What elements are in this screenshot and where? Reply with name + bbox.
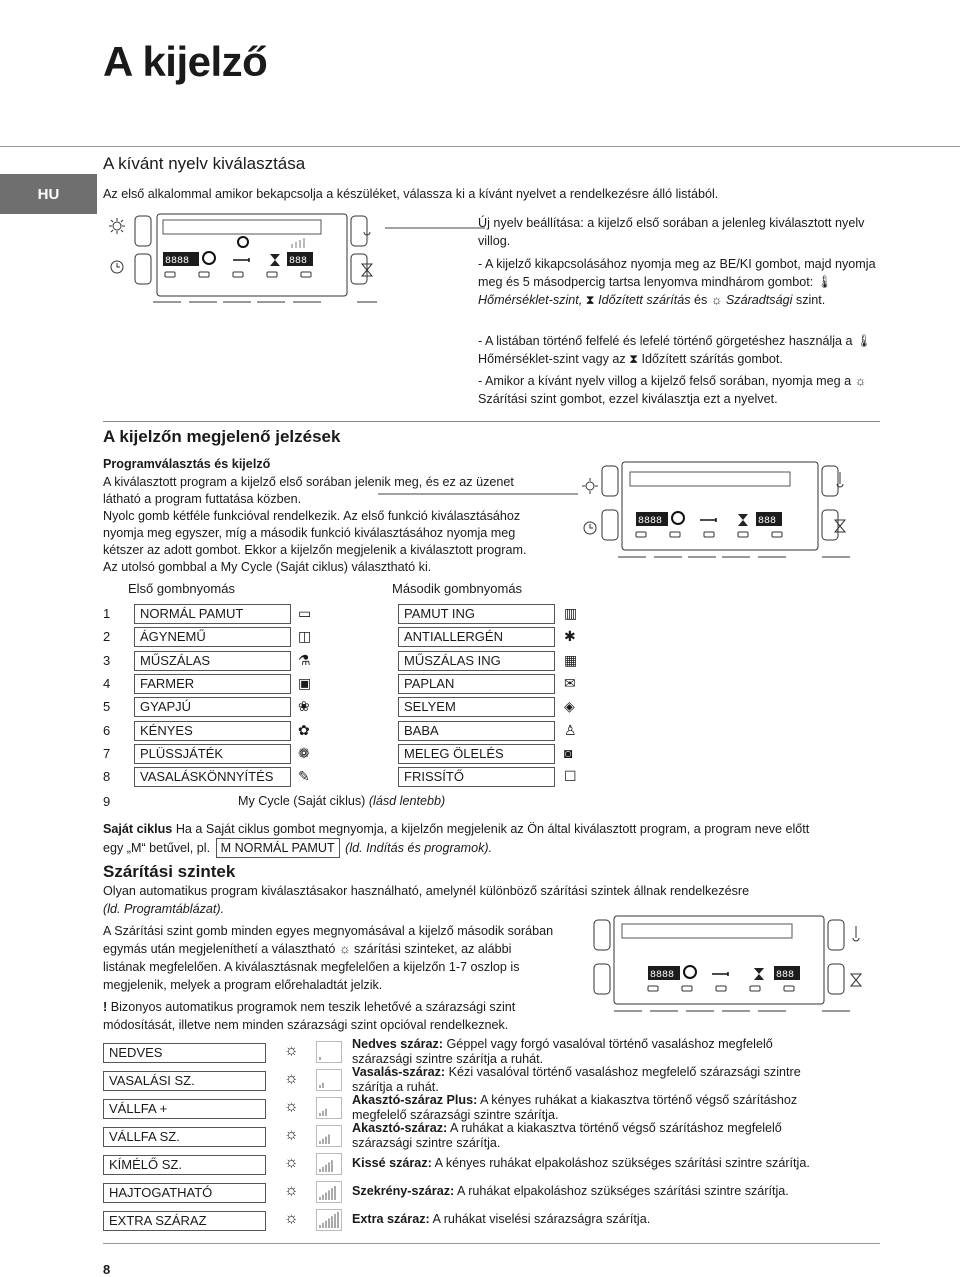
program-second-press: PAMUT ING [398, 604, 555, 624]
dry-para-line: egymás után megjeleníthetí a választható [103, 942, 336, 956]
desc-line: Az utolsó gombbal a My Cycle (Saját ciklus) választható ki. [103, 560, 432, 574]
my-cycle-row [238, 794, 445, 808]
dry-level-bar [325, 1137, 327, 1144]
sun-icon: ☼ [338, 942, 351, 956]
instr2-text-d: és [694, 293, 708, 307]
sun-icon: ☼ [284, 1098, 299, 1115]
dry-level-description [352, 1121, 892, 1150]
dry-level-description [352, 1093, 892, 1122]
dry-level-desc: A ruhákat elpakoláshoz szükséges szárítási szintre szárítja. [457, 1184, 789, 1198]
program-first-press: KÉNYES [134, 721, 291, 741]
header-rule [0, 146, 960, 147]
dry-level-term: Extra száraz: [352, 1212, 430, 1226]
instr4-text-b: Szárítási szint gombot, ezzel kiválasztja ezt a nyelvet. [478, 392, 778, 406]
dry-level-bar [319, 1085, 321, 1088]
desc-line: kétszer az adott gombot. Ekkor a kijelzőn megjelenik a kiválasztott program. [103, 543, 527, 557]
language-instruction-1: Új nyelv beállítása: a kijelző első sorában a jelenleg kiválasztott nyelv villog. [478, 216, 865, 248]
dry-level-desc: szárazsági szintre szárítja. [352, 1135, 501, 1150]
section-rule-2 [103, 421, 880, 422]
program-icon: ♙ [564, 721, 577, 738]
dry-level-desc: A ruhákat a kiakasztva történő végső szárításhoz megfelelő [450, 1121, 782, 1135]
dry-intro-line: Olyan automatikus program kiválasztásakor használható, amelynél különböző szárítási szintek állnak rendelkezésre [103, 884, 750, 898]
section-heading-language: A kívánt nyelv kiválasztása [103, 154, 306, 173]
dry-level-bars [316, 1069, 342, 1096]
dry-level-desc: Géppel vagy forgó vasalóval történő vasaláshoz megfelelő [446, 1037, 773, 1051]
program-second-press: MŰSZÁLAS ING [398, 651, 555, 671]
dry-level-term: Akasztó-száraz: [352, 1121, 448, 1135]
dry-level-bar [322, 1223, 324, 1228]
dry-level-bar [319, 1057, 321, 1060]
program-second-press: MELEG ÖLELÉS [398, 744, 555, 764]
own-cycle-paragraph [103, 820, 883, 858]
dry-level-bar [322, 1139, 324, 1144]
program-first-press: NORMÁL PAMUT [134, 604, 291, 624]
dry-level-bar [325, 1165, 327, 1172]
program-icon: ◙ [564, 744, 573, 761]
program-first-press: PLÜSSJÁTÉK [134, 744, 291, 764]
program-icon: ❁ [298, 744, 310, 761]
program-icon: ❀ [298, 698, 310, 715]
row-number: 2 [103, 629, 111, 645]
instr2-text-f: szint. [795, 293, 826, 307]
program-icon: ✉ [564, 674, 576, 691]
dry-level-label: NEDVES [103, 1043, 266, 1063]
pointer-line-2 [378, 484, 578, 486]
dry-level-bar [331, 1160, 333, 1172]
footer-rule [103, 1243, 880, 1244]
pointer-line-1 [385, 218, 485, 220]
dry-level-label: VASALÁSI SZ. [103, 1071, 266, 1091]
dry-warning [103, 998, 598, 1034]
dry-level-bar [319, 1141, 321, 1144]
thermometer-icon: 🌡 [816, 275, 833, 289]
row-number: 7 [103, 745, 111, 761]
dry-level-bar [328, 1162, 330, 1172]
dry-level-bar [319, 1113, 321, 1116]
own-cycle-term: Saját ciklus [103, 822, 173, 836]
program-first-press: ÁGYNEMŰ [134, 627, 291, 647]
dry-level-term: Akasztó-száraz Plus: [352, 1093, 478, 1107]
dry-level-description [352, 1037, 892, 1066]
row-number: 6 [103, 722, 111, 738]
dry-level-term: Szekrény-száraz: [352, 1184, 455, 1198]
dry-level-label: KÍMÉLŐ SZ. [103, 1155, 266, 1175]
language-instruction-4 [478, 372, 898, 408]
col2-header: Második gombnyomás [392, 581, 523, 596]
desc-line: látható a program futtatása közben. [103, 492, 302, 506]
col1-header: Első gombnyomás [128, 581, 235, 596]
my-cycle-label: My Cycle (Saját ciklus) [238, 794, 366, 808]
page-title: A kijelző [103, 38, 268, 85]
dry-level-desc: Kézi vasalóval történő vasaláshoz megfelelő szárazsági szintre [448, 1065, 801, 1079]
desc-line: nyomja meg egyszer, míg a második funkció kiválasztásához nyomja meg [103, 526, 516, 540]
program-icon: ▥ [564, 605, 578, 621]
sun-icon: ☼ [284, 1154, 299, 1171]
dry-level-label: HAJTOGATHATÓ [103, 1183, 266, 1203]
dry-level-bar [319, 1197, 321, 1200]
dry-level-bar [328, 1218, 330, 1228]
sun-icon: ☼ [284, 1182, 299, 1199]
program-second-press: SELYEM [398, 697, 555, 717]
dry-level-description [352, 1065, 892, 1094]
instr2-text-a: - A kijelző kikapcsolásához nyomja meg az BE/KI gombot, majd nyomja meg és 5 másodpercig tartsa lenyomva mindhárom gombot: [478, 257, 876, 289]
instr4-text-a: - Amikor a kívánt nyelv villog a kijelző felső sorában, nyomja meg a [478, 374, 852, 388]
sun-icon: ☼ [284, 1210, 299, 1227]
dry-intro-ref: (ld. Programtáblázat). [103, 902, 225, 916]
dry-level-bar [337, 1212, 339, 1228]
dry-level-term: Nedves száraz: [352, 1037, 444, 1051]
dry-level-bars [316, 1041, 342, 1068]
section-heading-indicators: A kijelzőn megjelenő jelzések [103, 427, 341, 446]
program-icon: ▦ [564, 651, 578, 668]
dry-para-line: megjelenik, melyek a program előrehaladtát jelzik. [103, 978, 383, 992]
program-icon: ⚗ [298, 651, 311, 668]
dry-level-bar [328, 1190, 330, 1200]
dry-level-bars [316, 1097, 342, 1124]
sun-icon: ☼ [854, 374, 867, 388]
dry-levels-paragraph [103, 922, 598, 994]
display-panel-2-drawing [578, 460, 858, 560]
program-description [103, 474, 573, 576]
display-panel-1 [105, 212, 385, 307]
row-number: 9 [103, 794, 111, 809]
row-number: 4 [103, 675, 111, 691]
dry-level-desc: szárazsági szintre szárítja a ruhát. [352, 1051, 544, 1066]
dry-level-description [352, 1212, 892, 1227]
dry-level-label: VÁLLFA + [103, 1099, 266, 1119]
dry-levels-intro [103, 882, 893, 918]
dry-level-bar [319, 1225, 321, 1228]
own-cycle-ref: (ld. Indítás és programok). [345, 841, 493, 855]
dry-level-description [352, 1156, 892, 1171]
program-icon: ▣ [298, 674, 312, 691]
program-icon: ☐ [564, 768, 577, 785]
program-second-press: ANTIALLERGÉN [398, 627, 555, 647]
thermometer-icon: 🌡 [856, 334, 873, 348]
display-panel-3 [590, 914, 870, 1014]
sun-icon: ☼ [710, 293, 723, 307]
dry-level-bars [316, 1153, 342, 1180]
program-icon: ✱ [564, 628, 576, 645]
svg-text:8888: 8888 [165, 256, 190, 267]
program-icon: ◫ [298, 628, 312, 645]
dry-level-bar [319, 1169, 321, 1172]
dry-level-desc: A kényes ruhákat elpakoláshoz szükséges szárítási szintre szárítja. [434, 1156, 810, 1170]
language-intro: Az első alkalommal amikor bekapcsolja a készüléket, válassza ki a kívánt nyelvet a rendelkezésre álló listából. [103, 187, 719, 201]
dry-para-line: szárítási szinteket, az alábbi [353, 942, 512, 956]
dry-level-bar [325, 1193, 327, 1200]
my-cycle-ref: (lásd lentebb) [368, 794, 446, 808]
svg-text:8888: 8888 [638, 516, 663, 527]
dry-level-bars [316, 1181, 342, 1208]
program-first-press: FARMER [134, 674, 291, 694]
program-second-press: BABA [398, 721, 555, 741]
program-icon: ▭ [298, 605, 312, 621]
row-number: 3 [103, 652, 111, 668]
dry-level-desc: szárítja a ruhát. [352, 1079, 439, 1094]
svg-text:888: 888 [776, 970, 795, 981]
dry-level-bar [328, 1134, 330, 1144]
row-number: 8 [103, 769, 111, 785]
instr3-text-c: Időzített szárítás gombot. [641, 352, 783, 366]
instr2-text-e: Száradtsági [725, 293, 793, 307]
language-tab: HU [0, 174, 97, 214]
instr3-text-a: - A listában történő felfelé és lefelé történő görgetéshez használja a [478, 334, 853, 348]
own-cycle-example-box: M NORMÁL PAMUT [216, 838, 340, 858]
row-number: 1 [103, 606, 111, 621]
dry-level-bar [334, 1214, 336, 1228]
own-cycle-text: Ha a Saját ciklus gombot megnyomja, a kijelzőn megjelenik az Ön által kiválasztott program, a program neve előtt [175, 822, 810, 836]
display-panel-2 [578, 460, 858, 560]
program-first-press: VASALÁSKÖNNYÍTÉS [134, 767, 291, 787]
dry-level-desc: megfelelő szárazsági szintre szárítja. [352, 1107, 559, 1122]
warning-line: Bizonyos automatikus programok nem teszik lehetővé a szárazsági szint [110, 1000, 516, 1014]
display-panel-1-drawing [105, 212, 385, 307]
hourglass-icon: ⧗ [629, 352, 639, 366]
warning-mark: ! [103, 1000, 108, 1014]
dry-level-label: EXTRA SZÁRAZ [103, 1211, 266, 1231]
dry-level-bar [322, 1167, 324, 1172]
program-icon: ✎ [298, 768, 310, 785]
dry-level-description [352, 1184, 892, 1199]
dry-level-bar [322, 1111, 324, 1116]
dry-level-bars [316, 1125, 342, 1152]
section-heading-dry-levels: Szárítási szintek [103, 862, 236, 881]
dry-level-bar [325, 1221, 327, 1228]
program-second-press: FRISSÍTŐ [398, 767, 555, 787]
dry-level-term: Vasalás-száraz: [352, 1065, 446, 1079]
sun-icon: ☼ [284, 1070, 299, 1087]
desc-line: Nyolc gomb kétféle funkcióval rendelkezik. Az első funkció kiválasztásához [103, 509, 521, 523]
svg-text:888: 888 [758, 516, 777, 527]
dry-level-term: Kissé száraz: [352, 1156, 432, 1170]
program-icon: ✿ [298, 721, 310, 738]
sun-icon: ☼ [284, 1126, 299, 1143]
program-first-press: GYAPJÚ [134, 697, 291, 717]
dry-level-bar [331, 1216, 333, 1228]
dry-level-desc: A kényes ruhákat a kiakasztva történő végső szárításhoz [480, 1093, 798, 1107]
dry-level-bar [322, 1195, 324, 1200]
instr2-text-b: Hőmérséklet-szint, [478, 293, 583, 307]
dry-level-bar [322, 1083, 324, 1088]
dry-para-line: listának megfelelően. A kiválasztásnak megfelelően a kijelzőn 1-7 oszlop is [103, 960, 520, 974]
language-instruction-3 [478, 332, 898, 368]
program-first-press: MŰSZÁLAS [134, 651, 291, 671]
desc-line: A kiválasztott program a kijelző első sorában jelenik meg, és ez az üzenet [103, 475, 514, 489]
dry-level-bar [325, 1109, 327, 1116]
dry-level-bar [334, 1186, 336, 1200]
dry-para-line: A Szárítási szint gomb minden egyes megnyomásával a kijelző második sorában [103, 924, 554, 938]
instr2-text-c: Időzített szárítás [598, 293, 691, 307]
warning-line: módosítását, illetve nem minden szárazsági szint opcióval rendelkeznek. [103, 1018, 509, 1032]
dry-level-bar [331, 1188, 333, 1200]
display-panel-3-drawing [590, 914, 870, 1014]
dry-level-label: VÁLLFA SZ. [103, 1127, 266, 1147]
hourglass-icon: ⧗ [585, 293, 595, 307]
subheading-program: Programválasztás és kijelző [103, 457, 271, 471]
sun-icon: ☼ [284, 1042, 299, 1059]
program-icon: ◈ [564, 698, 575, 715]
dry-level-bars [316, 1209, 342, 1236]
row-number: 5 [103, 699, 111, 715]
own-cycle-text2: egy „M“ betűvel, pl. [103, 841, 211, 855]
instr3-text-b: Hőmérséklet-szint vagy az [478, 352, 626, 366]
svg-text:8888: 8888 [650, 970, 675, 981]
language-instruction-2 [478, 255, 898, 309]
page-number: 8 [103, 1262, 111, 1277]
program-second-press: PAPLAN [398, 674, 555, 694]
svg-text:888: 888 [289, 256, 308, 267]
dry-level-desc: A ruhákat viselési szárazságra szárítja. [432, 1212, 651, 1226]
